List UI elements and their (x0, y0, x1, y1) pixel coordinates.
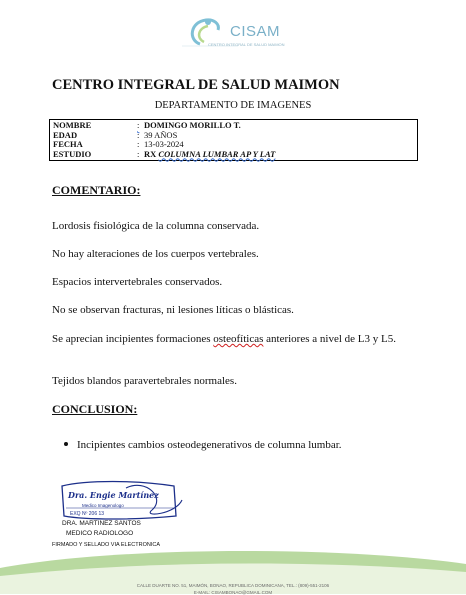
conclusion-list-item (64, 439, 342, 451)
comentario-line-5-start: Se aprecian incipientes formaciones (52, 333, 214, 345)
logo-name: CISAM (230, 23, 281, 40)
info-row-edad (53, 131, 414, 141)
comentario-line-2: No hay alteraciones de los cuerpos vertebrales. (52, 248, 259, 260)
info-row-estudio (53, 150, 414, 160)
page-title: CENTRO INTEGRAL DE SALUD MAIMON (52, 77, 340, 93)
comentario-line-5-flagged: osteofíticas (213, 333, 264, 345)
bullet-icon (64, 442, 68, 446)
stamp-doctor-name: Dra. Engie Martínez (68, 490, 159, 500)
signature-stamp (56, 478, 186, 522)
comentario-line-1: Lordosis fisiológica de la columna conservada. (52, 220, 260, 232)
signer-name: DRA. MARTINEZ SANTOS (62, 520, 141, 527)
signature-note: FIRMADO Y SELLADO VIA ELECTRONICA (52, 542, 160, 548)
edad-value: 39 AÑOS (144, 129, 178, 140)
stamp-doctor-role: Medico Imagenologo (82, 503, 124, 508)
comentario-line-5-end: anteriores a nivel de L3 y L5. (263, 333, 396, 345)
fecha-label: FECHA (53, 139, 83, 149)
footer-email: E-MAIL: CISAMBONAO@GMAIL.COM (193, 590, 273, 595)
conclusion-heading: CONCLUSION: (52, 402, 138, 416)
logo-subtitle: CENTRO INTEGRAL DE SALUD MAIMON (208, 42, 285, 47)
estudio-label: ESTUDIO (53, 148, 92, 159)
signer-title: MEDICO RADIOLOGO (66, 530, 134, 537)
nombre-label: NOMBRE (53, 120, 92, 130)
patient-info-box (49, 119, 418, 161)
estudio-value-wrap (144, 150, 275, 160)
department-name: DEPARTAMENTO DE IMAGENES (154, 100, 312, 111)
comentario-line-5 (52, 332, 422, 346)
estudio-prefix: RX (144, 148, 157, 159)
stamp-exequatur: EXQ Nº 206 13 (70, 511, 105, 517)
footer-address: CALLE DUARTE NO. 51, MAIMÓN, BONAO, REPUBLICA DOMINICANA, TEL.: (809)-551-2106 (136, 583, 330, 588)
comentario-line-3: Espacios intervertebrales conservados. (52, 276, 223, 288)
estudio-value: COLUMNA LUMBAR AP Y LAT (158, 148, 276, 159)
info-row-nombre (53, 121, 414, 131)
comentario-line-6: Tejidos blandos paravertebrales normales. (52, 375, 237, 387)
nombre-colon: : (137, 120, 140, 130)
estudio-colon: : (137, 148, 140, 159)
edad-label: EDAD (53, 129, 78, 140)
edad-colon: : (137, 129, 140, 140)
conclusion-item-text: Incipientes cambios osteodegenerativos de columna lumbar. (77, 439, 342, 451)
comentario-line-4: No se observan fracturas, ni lesiones líticas o blásticas. (52, 304, 294, 316)
fecha-value: 13-03-2024 (144, 139, 184, 149)
comentario-heading: COMENTARIO: (52, 183, 141, 197)
cisam-logo (180, 12, 290, 52)
nombre-value: DOMINGO MORILLO T. (144, 120, 241, 130)
fecha-colon: : (137, 139, 140, 149)
